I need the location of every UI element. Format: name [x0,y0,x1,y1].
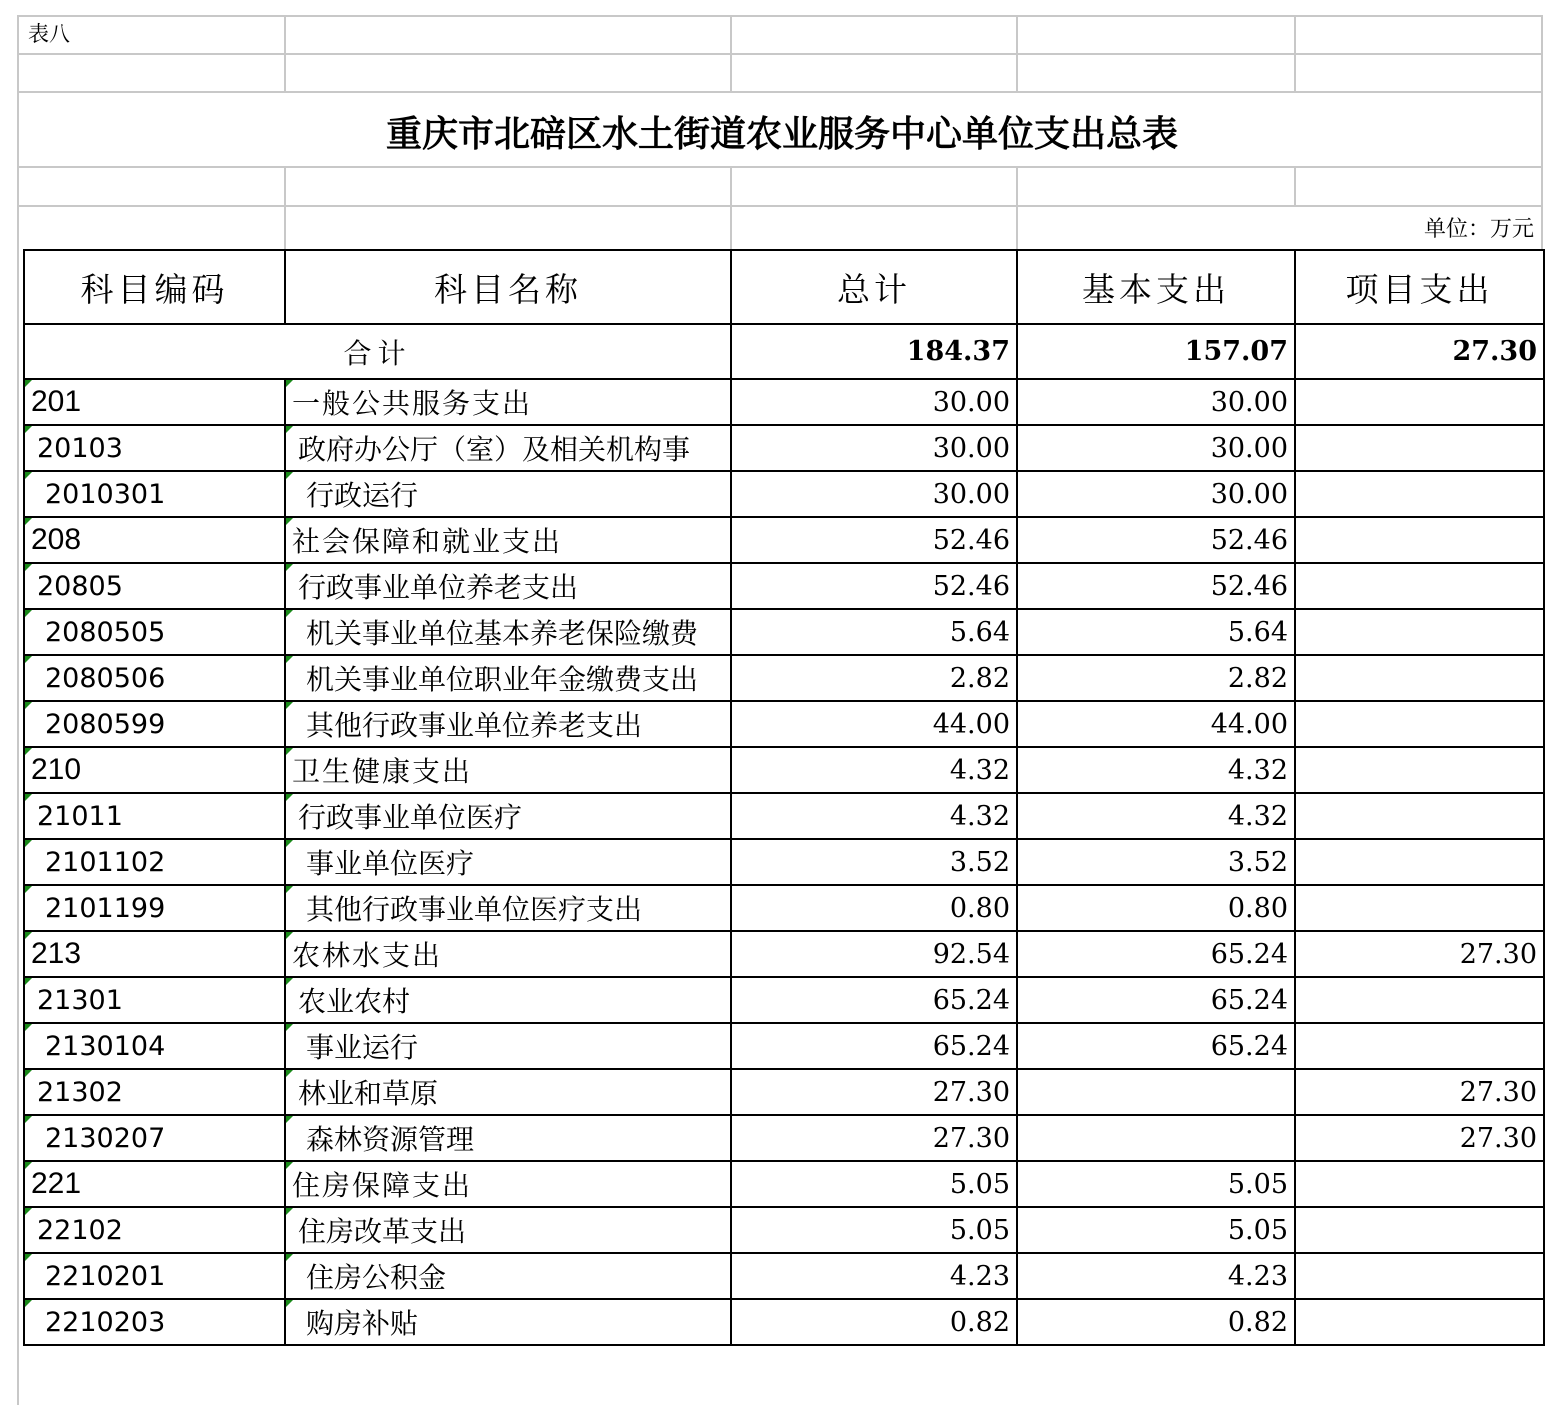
row-basic[interactable]: 5.05 [1017,1207,1295,1253]
row-name[interactable]: 农林水支出 [285,931,731,977]
row-basic[interactable] [1017,1069,1295,1115]
table-row[interactable] [24,747,1544,793]
row-basic[interactable]: 52.46 [1017,563,1295,609]
row-total[interactable]: 52.46 [731,517,1017,563]
table-row[interactable] [24,1207,1544,1253]
gridline [284,167,286,249]
row-code[interactable]: 20805 [24,563,285,609]
row-name[interactable]: 住房改革支出 [285,1207,731,1253]
row-name[interactable]: 行政运行 [285,471,731,517]
table-row[interactable] [24,379,1544,425]
total-label: 合计 [24,324,731,379]
row-basic[interactable]: 5.64 [1017,609,1295,655]
row-code[interactable]: 2101199 [24,885,285,931]
table-row[interactable] [24,1115,1544,1161]
row-project[interactable] [1295,425,1544,471]
row-code[interactable]: 208 [24,517,285,563]
header-code: 科目编码 [24,250,285,324]
row-total[interactable]: 30.00 [731,425,1017,471]
gridline [17,166,1543,168]
row-name[interactable]: 社会保障和就业支出 [285,517,731,563]
row-name[interactable]: 农业农村 [285,977,731,1023]
table-row[interactable] [24,885,1544,931]
row-name[interactable]: 其他行政事业单位医疗支出 [285,885,731,931]
table-row[interactable] [24,1161,1544,1207]
row-basic[interactable]: 4.32 [1017,747,1295,793]
header-basic: 基本支出 [1017,250,1295,324]
row-basic[interactable]: 4.23 [1017,1253,1295,1299]
table-row[interactable] [24,1253,1544,1299]
row-project[interactable] [1295,655,1544,701]
header-project: 项目支出 [1295,250,1544,324]
row-basic[interactable]: 2.82 [1017,655,1295,701]
row-code[interactable]: 2080599 [24,701,285,747]
row-code[interactable]: 2130104 [24,1023,285,1069]
row-name[interactable]: 住房保障支出 [285,1161,731,1207]
row-basic[interactable]: 65.24 [1017,1023,1295,1069]
row-project[interactable] [1295,1299,1544,1345]
row-code[interactable]: 2010301 [24,471,285,517]
row-code[interactable]: 213 [24,931,285,977]
total-row [24,324,1544,379]
sheet-tag: 表八 [28,22,70,46]
row-basic[interactable]: 30.00 [1017,379,1295,425]
row-code[interactable]: 21302 [24,1069,285,1115]
row-project[interactable] [1295,609,1544,655]
gridline [1294,167,1296,207]
row-project[interactable] [1295,793,1544,839]
row-name[interactable]: 一般公共服务支出 [285,379,731,425]
header-total: 总计 [731,250,1017,324]
row-total[interactable]: 0.82 [731,1299,1017,1345]
row-total[interactable]: 4.23 [731,1253,1017,1299]
gridline [17,15,1543,17]
row-code[interactable]: 21011 [24,793,285,839]
row-project[interactable] [1295,839,1544,885]
page-title: 重庆市北碚区水土街道农业服务中心单位支出总表 [385,112,1178,155]
table-row[interactable] [24,655,1544,701]
row-total[interactable]: 65.24 [731,1023,1017,1069]
unit-label: 单位：万元 [1423,217,1534,242]
table-header-row [24,250,1544,324]
row-total[interactable]: 65.24 [731,977,1017,1023]
row-basic[interactable]: 30.00 [1017,425,1295,471]
row-project[interactable] [1295,563,1544,609]
row-name[interactable]: 卫生健康支出 [285,747,731,793]
row-total[interactable]: 30.00 [731,379,1017,425]
row-total[interactable]: 27.30 [731,1069,1017,1115]
row-basic[interactable] [1017,1115,1295,1161]
row-project[interactable] [1295,471,1544,517]
row-name[interactable]: 机关事业单位基本养老保险缴费 [285,609,731,655]
row-basic[interactable]: 5.05 [1017,1161,1295,1207]
row-code[interactable]: 2080505 [24,609,285,655]
row-basic[interactable]: 65.24 [1017,977,1295,1023]
row-project[interactable] [1295,885,1544,931]
row-total[interactable]: 3.52 [731,839,1017,885]
row-project[interactable] [1295,1207,1544,1253]
row-project[interactable] [1295,1023,1544,1069]
row-code[interactable]: 201 [24,379,285,425]
gridline [730,167,732,249]
row-basic[interactable]: 4.32 [1017,793,1295,839]
row-code[interactable]: 21301 [24,977,285,1023]
row-project[interactable] [1295,379,1544,425]
table-row[interactable] [24,839,1544,885]
row-total[interactable]: 2.82 [731,655,1017,701]
row-name[interactable]: 森林资源管理 [285,1115,731,1161]
table-row[interactable] [24,471,1544,517]
row-name[interactable]: 其他行政事业单位养老支出 [285,701,731,747]
total-total: 184.37 [731,324,1017,379]
gridline [17,53,1543,55]
row-total[interactable]: 5.05 [731,1207,1017,1253]
row-code[interactable]: 2130207 [24,1115,285,1161]
row-basic[interactable]: 3.52 [1017,839,1295,885]
row-total[interactable]: 0.80 [731,885,1017,931]
table-row[interactable] [24,701,1544,747]
row-total[interactable]: 27.30 [731,1115,1017,1161]
gridline [17,15,19,1405]
gridline [17,91,1543,93]
row-project[interactable] [1295,747,1544,793]
table-row[interactable] [24,563,1544,609]
table-row[interactable] [24,931,1544,977]
row-project[interactable] [1295,517,1544,563]
row-project[interactable] [1295,701,1544,747]
row-basic[interactable]: 52.46 [1017,517,1295,563]
row-total[interactable]: 44.00 [731,701,1017,747]
table-row[interactable] [24,609,1544,655]
row-basic[interactable]: 44.00 [1017,701,1295,747]
table-row[interactable] [24,1023,1544,1069]
table-row[interactable] [24,425,1544,471]
row-code[interactable]: 221 [24,1161,285,1207]
table-row[interactable] [24,1069,1544,1115]
row-project[interactable]: 27.30 [1295,1115,1544,1161]
row-total[interactable]: 5.64 [731,609,1017,655]
row-project[interactable]: 27.30 [1295,931,1544,977]
row-total[interactable]: 92.54 [731,931,1017,977]
row-total[interactable]: 4.32 [731,747,1017,793]
gridline [17,205,1543,207]
row-basic[interactable]: 0.80 [1017,885,1295,931]
expenditure-table [23,249,1545,1346]
table-row[interactable] [24,1299,1544,1345]
row-project[interactable]: 27.30 [1295,1069,1544,1115]
row-name[interactable]: 机关事业单位职业年金缴费支出 [285,655,731,701]
row-basic[interactable]: 30.00 [1017,471,1295,517]
row-basic[interactable]: 65.24 [1017,931,1295,977]
gridline [1016,167,1018,249]
table-row[interactable] [24,977,1544,1023]
row-name[interactable]: 政府办公厅（室）及相关机构事 [285,425,731,471]
row-project[interactable] [1295,1161,1544,1207]
row-total[interactable]: 30.00 [731,471,1017,517]
total-project: 27.30 [1295,324,1544,379]
row-code[interactable]: 22102 [24,1207,285,1253]
row-code[interactable]: 2210203 [24,1299,285,1345]
row-total[interactable]: 5.05 [731,1161,1017,1207]
row-total[interactable]: 52.46 [731,563,1017,609]
row-total[interactable]: 4.32 [731,793,1017,839]
row-name[interactable]: 事业运行 [285,1023,731,1069]
row-code[interactable]: 2080506 [24,655,285,701]
row-name[interactable]: 事业单位医疗 [285,839,731,885]
row-name[interactable]: 购房补贴 [285,1299,731,1345]
row-code[interactable]: 2101102 [24,839,285,885]
row-basic[interactable]: 0.82 [1017,1299,1295,1345]
row-name[interactable]: 住房公积金 [285,1253,731,1299]
row-project[interactable] [1295,1253,1544,1299]
row-code[interactable]: 20103 [24,425,285,471]
table-row[interactable] [24,517,1544,563]
table-row[interactable] [24,793,1544,839]
row-project[interactable] [1295,977,1544,1023]
total-basic: 157.07 [1017,324,1295,379]
row-code[interactable]: 2210201 [24,1253,285,1299]
row-code[interactable]: 210 [24,747,285,793]
row-name[interactable]: 行政事业单位养老支出 [285,563,731,609]
row-name[interactable]: 林业和草原 [285,1069,731,1115]
header-name: 科目名称 [285,250,731,324]
row-name[interactable]: 行政事业单位医疗 [285,793,731,839]
